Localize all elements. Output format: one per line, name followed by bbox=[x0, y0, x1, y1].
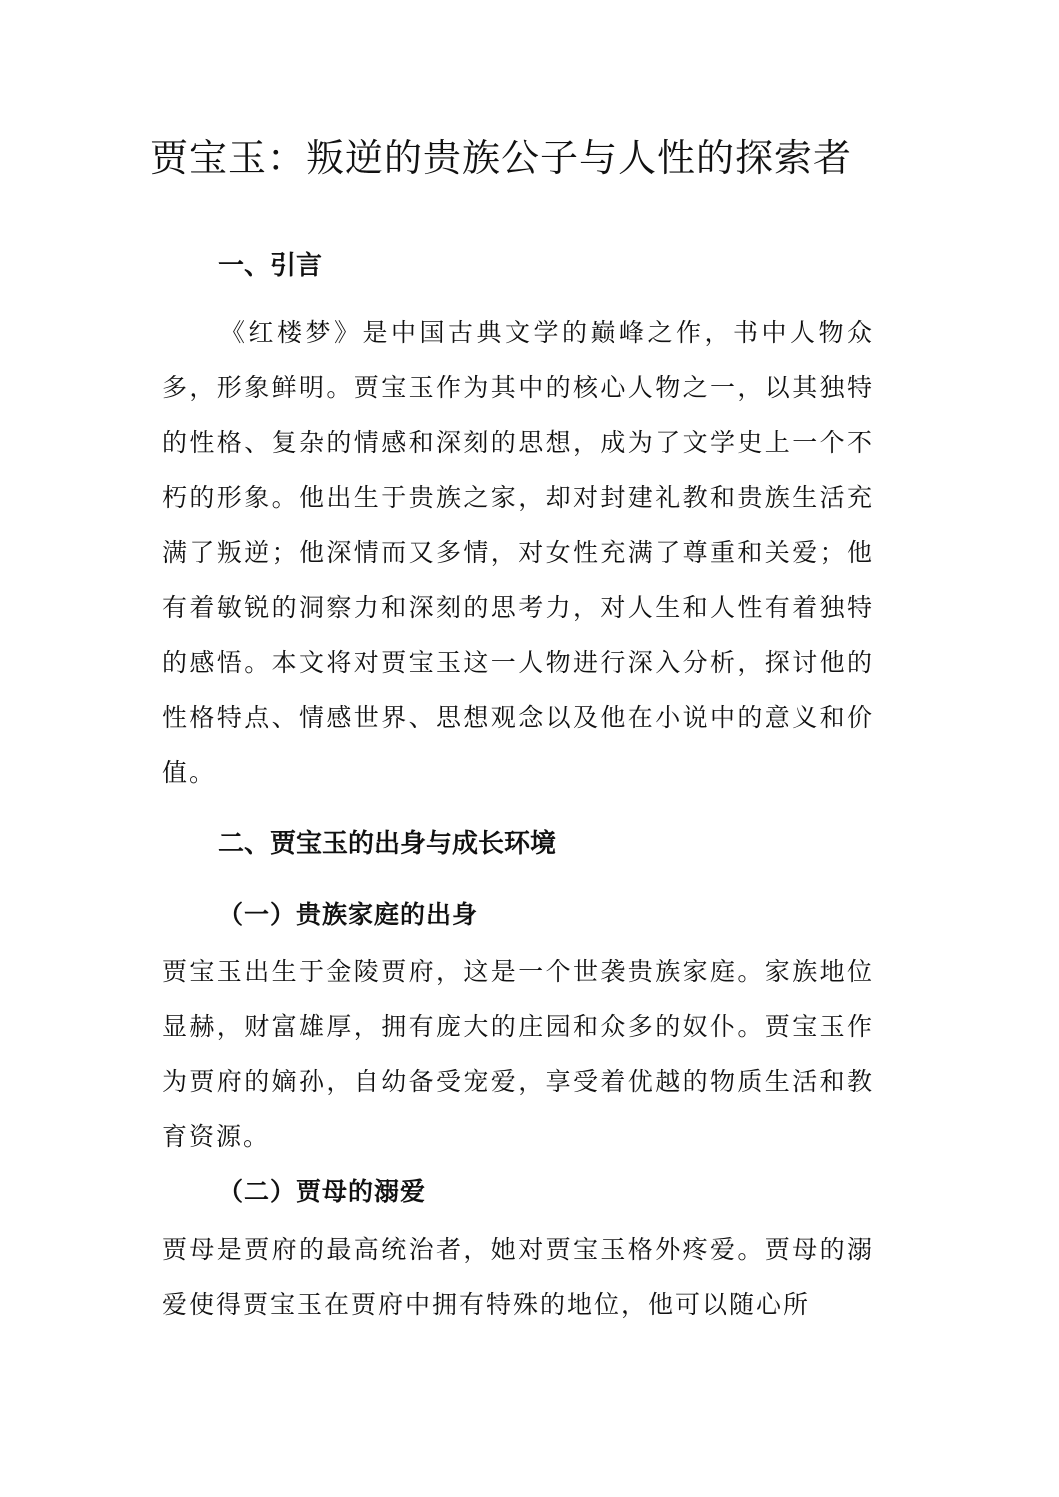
noble-family-paragraph: 贾宝玉出生于金陵贾府，这是一个世袭贵族家庭。家族地位显赫，财富雄厚，拥有庞大的庄园和众多的奴仆。贾宝玉作为贾府的嫡孙，自幼备受宠爱，享受着优越的物质生活和教育资源。 bbox=[162, 957, 874, 1151]
subsection-heading-grandmother: （二）贾母的溺爱 bbox=[218, 1177, 427, 1206]
section-heading-introduction: 一、引言 bbox=[218, 251, 323, 281]
section-heading-background: 二、贾宝玉的出身与成长环境 bbox=[218, 829, 557, 859]
subsection-heading-noble-family: （一）贵族家庭的出身 bbox=[218, 900, 479, 929]
page-title: 贾宝玉：叛逆的贵族公子与人性的探索者 bbox=[150, 136, 853, 180]
introduction-paragraph: 《红楼梦》是中国古典文学的巅峰之作，书中人物众多，形象鲜明。贾宝玉作为其中的核心人物之一，以其独特的性格、复杂的情感和深刻的思想，成为了文学史上一个不朽的形象。他出生于贵族之家，却对封建礼教和贵族生活充满了叛逆；他深情而又多情，对女性充满了尊重和关爱；他有着敏锐的洞察力和深刻的思考力，对人生和人性有着独特的感悟。本文将对贾宝玉这一人物进行深入分析，探讨他的性格特点、情感世界、思想观念以及他在小说中的意义和价值。 bbox=[162, 318, 874, 787]
grandmother-paragraph: 贾母是贾府的最高统治者，她对贾宝玉格外疼爱。贾母的溺爱使得贾宝玉在贾府中拥有特殊的地位，他可以随心所 bbox=[162, 1235, 874, 1319]
